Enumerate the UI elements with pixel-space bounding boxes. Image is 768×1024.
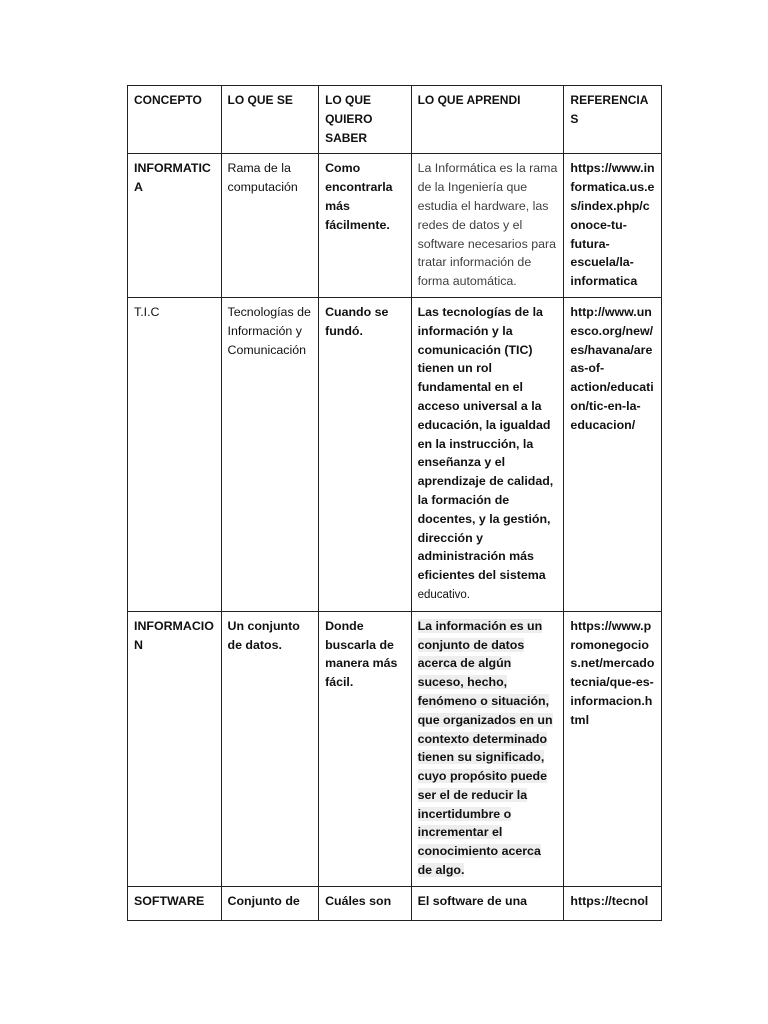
- header-aprendi: LO QUE APRENDI: [411, 86, 564, 154]
- cell-referencia: https://www.informatica.us.es/index.php/conoce-tu-futura-escuela/la-informatica: [564, 154, 662, 298]
- cell-quiero-saber: Donde buscarla de manera más fácil.: [319, 611, 412, 886]
- cell-aprendi: [411, 611, 564, 886]
- cell-aprendi: La Informática es la rama de la Ingeniería que estudia el hardware, las redes de datos y el software necesarios para tratar información de forma automática.: [411, 154, 564, 298]
- cell-concepto: INFORMATICA: [128, 154, 222, 298]
- cell-lo-que-se: Rama de la computación: [221, 154, 319, 298]
- table-header-row: [128, 86, 662, 154]
- table-row: [128, 297, 662, 611]
- kwl-table: [127, 85, 662, 921]
- header-referencias: REFERENCIAS: [564, 86, 662, 154]
- cell-aprendi: El software de una: [411, 886, 564, 920]
- cell-lo-que-se: Conjunto de: [221, 886, 319, 920]
- header-quiero-saber: LO QUE QUIERO SABER: [319, 86, 412, 154]
- table-row: [128, 154, 662, 298]
- cell-concepto: T.I.C: [128, 297, 222, 611]
- header-concepto: CONCEPTO: [128, 86, 222, 154]
- header-lo-que-se: LO QUE SE: [221, 86, 319, 154]
- cell-lo-que-se: Tecnologías de Información y Comunicación: [221, 297, 319, 611]
- cell-referencia: https://tecnol: [564, 886, 662, 920]
- cell-quiero-saber: Cuáles son: [319, 886, 412, 920]
- cell-referencia: http://www.unesco.org/new/es/havana/areas-of-action/education/tic-en-la-educacion/: [564, 297, 662, 611]
- aprendi-text: Las tecnologías de la información y la comunicación (TIC) tienen un rol fundamental en el acceso universal a la educación, la igualdad en la instrucción, la enseñanza y el aprendizaje de calidad, la formación de docentes, y la gestión, dirección y administración más eficientes del sistema: [417, 304, 554, 583]
- cell-quiero-saber: Como encontrarla más fácilmente.: [319, 154, 412, 298]
- cell-referencia: https://www.promonegocios.net/mercadotecnia/que-es-informacion.html: [564, 611, 662, 886]
- aprendi-tail: educativo.: [417, 588, 471, 601]
- table-row: [128, 886, 662, 920]
- cell-quiero-saber: Cuando se fundó.: [319, 297, 412, 611]
- cell-aprendi: [411, 297, 564, 611]
- table-row: [128, 611, 662, 886]
- cell-concepto: SOFTWARE: [128, 886, 222, 920]
- cell-concepto: INFORMACION: [128, 611, 222, 886]
- aprendi-highlight: La información es un conjunto de datos acerca de algún suceso, hecho, fenómeno o situación, que organizados en un contexto determinado tienen su significado, cuyo propósito puede ser el de reducir la incertidumbre o incrementar el conocimiento acerca de algo.: [417, 618, 553, 878]
- cell-lo-que-se: Un conjunto de datos.: [221, 611, 319, 886]
